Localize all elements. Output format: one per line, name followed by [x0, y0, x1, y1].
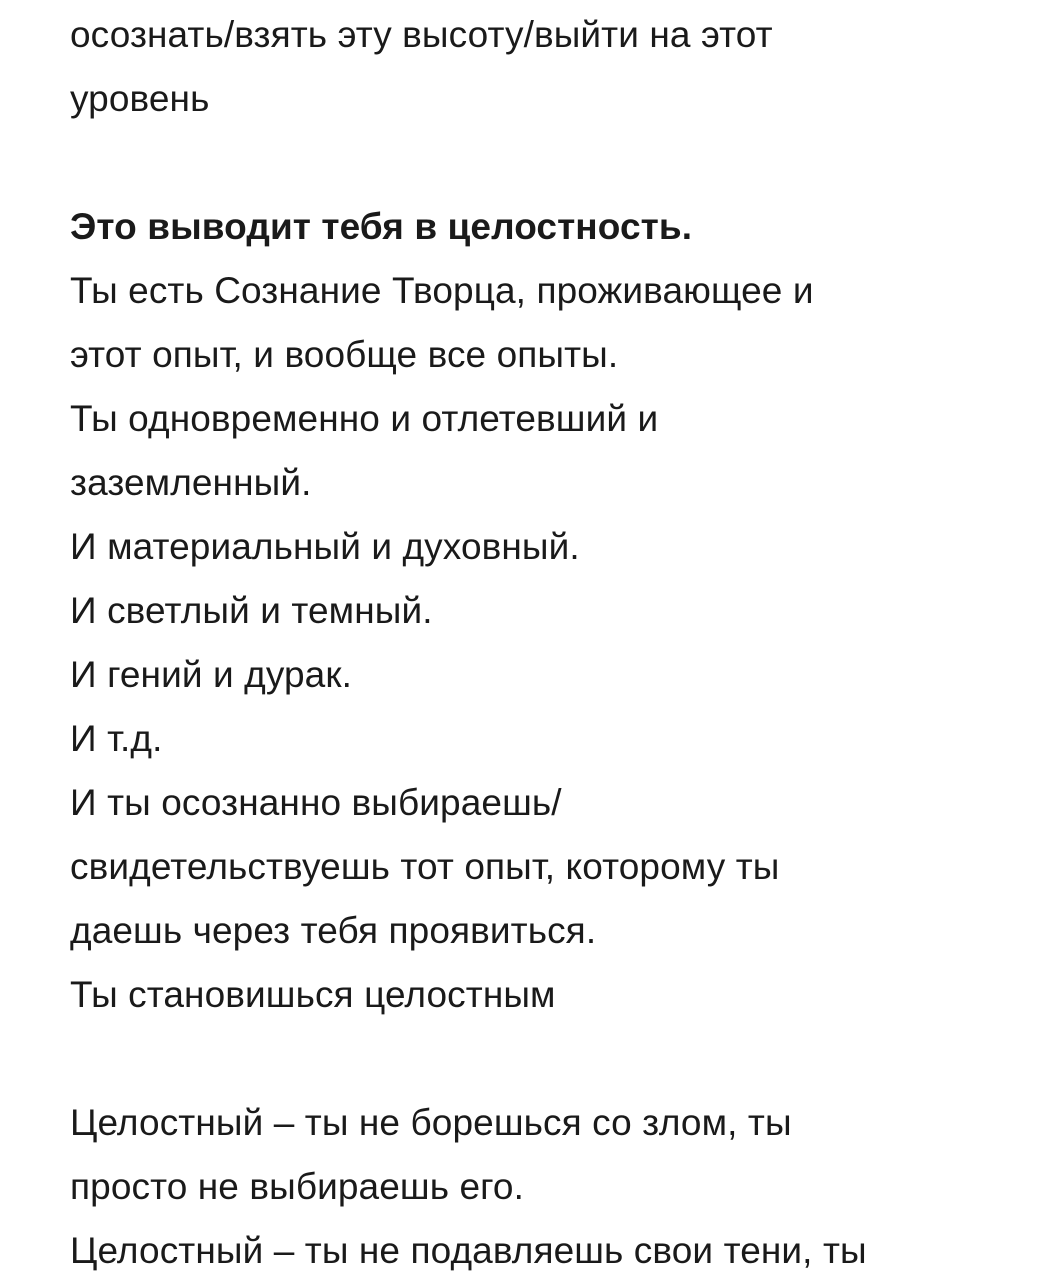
text-line: Ты есть Сознание Творца, проживающее и: [70, 270, 814, 311]
text-line: И т.д.: [70, 718, 163, 759]
text-line: Ты одновременно и отлетевший и: [70, 398, 659, 439]
text-line: И ты осознанно выбираешь/: [70, 782, 562, 823]
text-line: осознать/взять эту высоту/выйти на этот: [70, 14, 773, 55]
text-line: просто не выбираешь его.: [70, 1166, 524, 1207]
text-line: Целостный – ты не подавляешь свои тени, ты: [70, 1230, 867, 1271]
text-line: свидетельствуешь тот опыт, которому ты: [70, 846, 780, 887]
text-line: этот опыт, и вообще все опыты.: [70, 334, 619, 375]
text-line: даешь через тебя проявиться.: [70, 910, 597, 951]
text-line: И гений и дурак.: [70, 654, 353, 695]
text-line: уровень: [70, 78, 210, 119]
text-line: Ты становишься целостным: [70, 974, 556, 1015]
text-line: И материальный и духовный.: [70, 526, 580, 567]
note-text: [70, 0, 1010, 1283]
paragraph-gap: [70, 131, 1010, 195]
bold-heading: Это выводит тебя в целостность.: [70, 206, 693, 247]
text-line: заземленный.: [70, 462, 312, 503]
paragraph-gap: [70, 1027, 1010, 1091]
text-line: И светлый и темный.: [70, 590, 433, 631]
text-line: Целостный – ты не борешься со злом, ты: [70, 1102, 792, 1143]
